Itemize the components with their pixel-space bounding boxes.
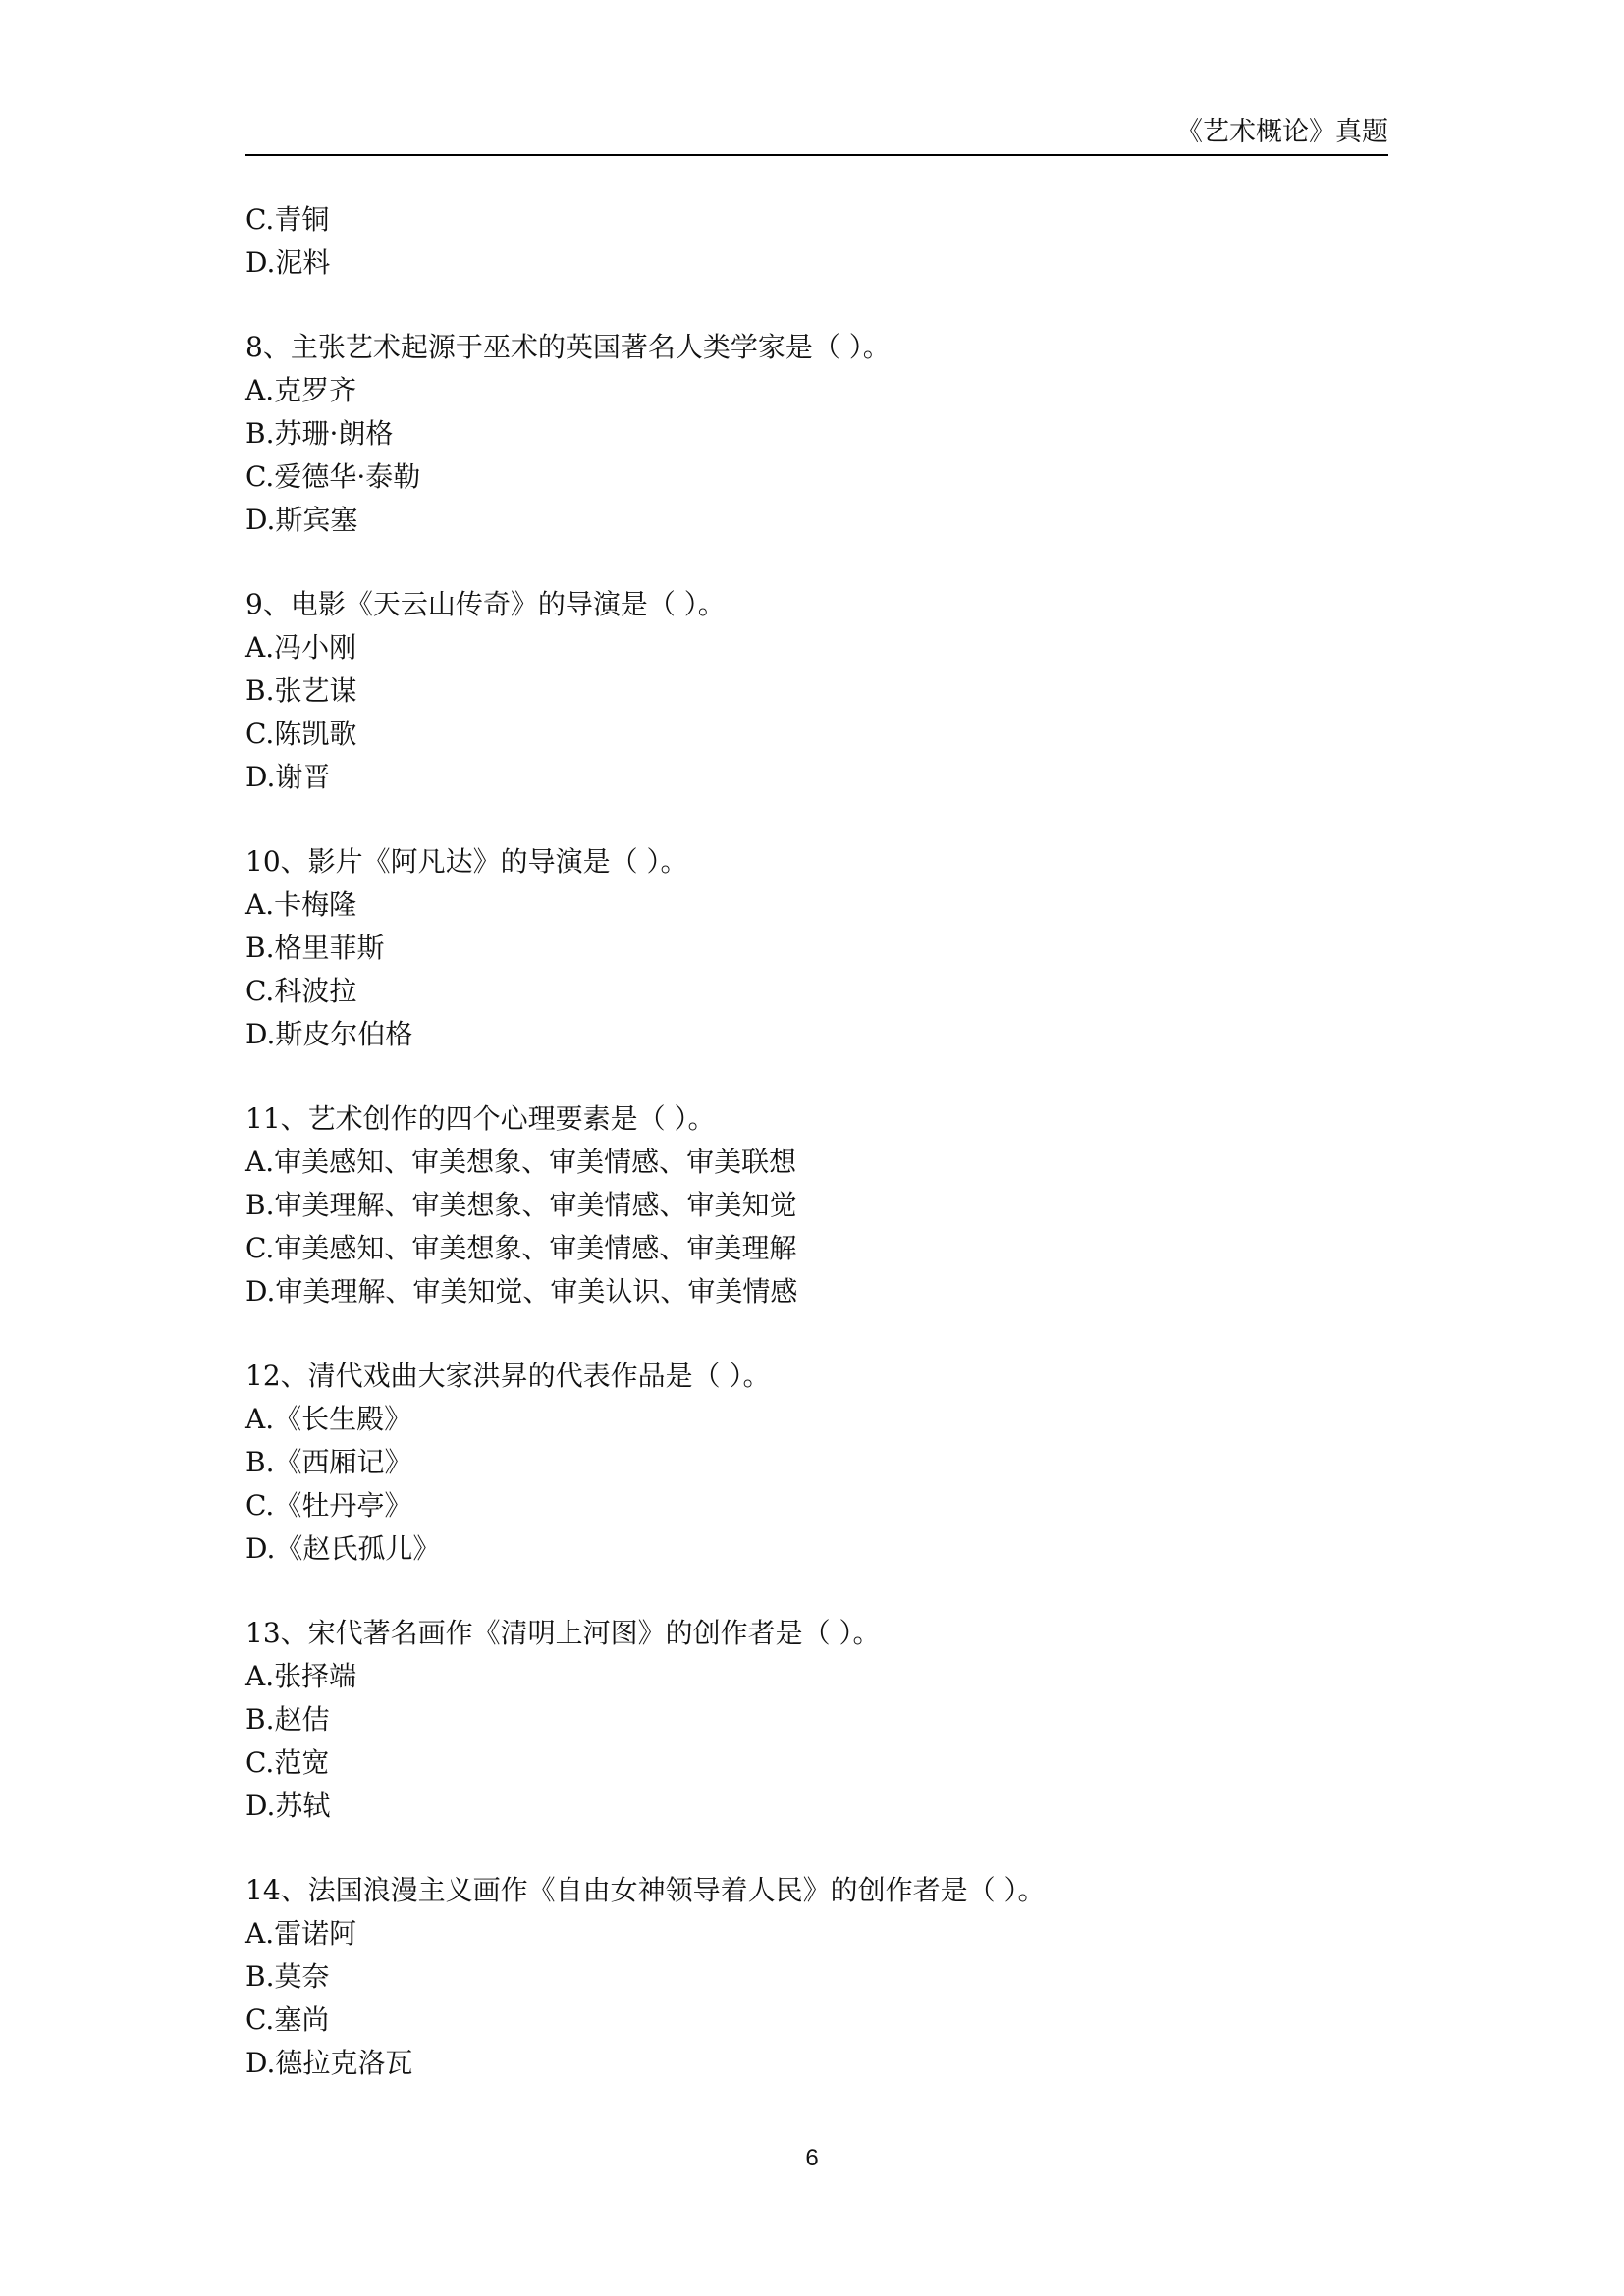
option-b: B.赵佶 [245, 1703, 330, 1735]
option-d: D.谢晋 [245, 761, 331, 793]
option-d: D.斯皮尔伯格 [245, 1018, 413, 1050]
option-d: D.泥料 [245, 246, 331, 279]
question-13 [245, 1612, 1388, 1828]
option-c: C.爱德华·泰勒 [245, 460, 421, 493]
option-b: B.张艺谋 [245, 674, 357, 707]
option-c: C.科波拉 [245, 975, 357, 1007]
option-d: D.德拉克洛瓦 [245, 2047, 413, 2079]
option-b: B.审美理解、审美想象、审美情感、审美知觉 [245, 1189, 797, 1221]
question-text: 11、艺术创作的四个心理要素是（ ）。 [245, 1102, 716, 1135]
question-text: 13、宋代著名画作《清明上河图》的创作者是（ ）。 [245, 1617, 881, 1649]
option-c: C.青铜 [245, 203, 330, 236]
header-divider [245, 154, 1388, 156]
question-text: 8、主张艺术起源于巫术的英国著名人类学家是（ ）。 [245, 331, 891, 363]
option-d: D.审美理解、审美知觉、审美认识、审美情感 [245, 1275, 798, 1308]
option-c: C.陈凯歌 [245, 718, 357, 750]
option-a: A.张择端 [245, 1660, 357, 1692]
option-a: A.雷诺阿 [245, 1917, 357, 1949]
option-a: A.卡梅隆 [245, 888, 357, 921]
question-12 [245, 1355, 1388, 1571]
option-c: C.审美感知、审美想象、审美情感、审美理解 [245, 1232, 797, 1264]
carryover-options [245, 198, 1388, 285]
option-a: A.审美感知、审美想象、审美情感、审美联想 [245, 1146, 797, 1178]
option-d: D.苏轼 [245, 1789, 331, 1822]
question-10 [245, 840, 1388, 1056]
question-9 [245, 583, 1388, 799]
question-text: 12、清代戏曲大家洪昇的代表作品是（ ）。 [245, 1360, 771, 1392]
option-b: B.格里菲斯 [245, 932, 385, 964]
page-header-title: 《艺术概论》真题 [1176, 117, 1388, 147]
page-content [245, 198, 1388, 2085]
question-text: 10、影片《阿凡达》的导演是（ ）。 [245, 845, 688, 878]
question-text: 9、电影《天云山传奇》的导演是（ ）。 [245, 588, 726, 620]
option-a: A.冯小刚 [245, 631, 357, 664]
option-c: C.塞尚 [245, 2003, 330, 2036]
question-text: 14、法国浪漫主义画作《自由女神领导着人民》的创作者是（ ）。 [245, 1874, 1046, 1906]
option-b: B.莫奈 [245, 1960, 330, 1993]
page-number: 6 [805, 2145, 819, 2171]
question-11 [245, 1097, 1388, 1313]
option-d: D.《赵氏孤儿》 [245, 1532, 441, 1565]
option-a: A.《长生殿》 [245, 1403, 412, 1435]
option-d: D.斯宾塞 [245, 504, 358, 536]
option-b: B.苏珊·朗格 [245, 417, 394, 450]
question-8 [245, 326, 1388, 542]
option-c: C.范宽 [245, 1746, 330, 1779]
option-a: A.克罗齐 [245, 374, 357, 406]
option-b: B.《西厢记》 [245, 1446, 412, 1478]
option-c: C.《牡丹亭》 [245, 1489, 412, 1522]
question-14 [245, 1869, 1388, 2085]
